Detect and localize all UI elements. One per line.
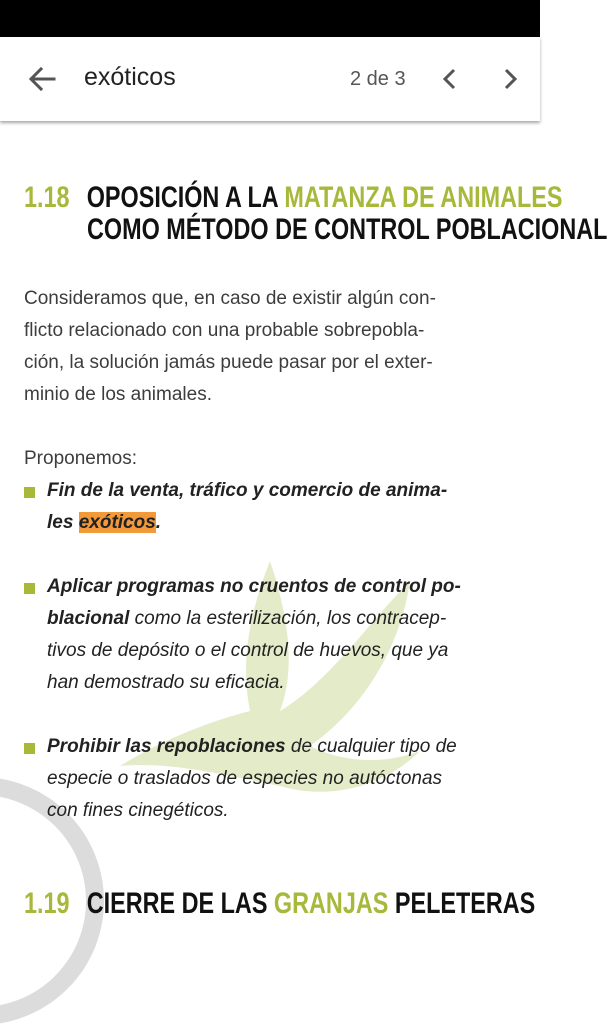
bullet-item <box>24 571 464 699</box>
paragraph-line: minio de los animales. <box>24 384 212 405</box>
bullet-text: como la esterilización, los contracep- <box>129 608 447 629</box>
bullet-text: les <box>47 512 79 533</box>
document-page[interactable] <box>0 121 607 960</box>
section-number: 1.19 <box>24 887 70 920</box>
heading-text-accent: MATANZA DE ANIMALES <box>284 181 563 214</box>
bullet-square-icon <box>24 487 35 498</box>
search-match-highlight[interactable]: exóticos <box>78 512 156 533</box>
heading-text-part: CIERRE DE LAS <box>86 887 274 920</box>
paragraph-line: ción, la solución jamás puede pasar por el exter- <box>24 352 433 373</box>
bullet-text: tivos de depósito o el control de huevos, que ya <box>47 640 449 661</box>
bullet-text: de cualquier tipo de <box>285 736 457 757</box>
next-match-button[interactable] <box>492 61 528 97</box>
heading-text-part: PELETERAS <box>388 887 536 920</box>
status-bar <box>0 0 540 37</box>
section-number: 1.18 <box>24 181 70 214</box>
section-paragraph <box>24 283 464 411</box>
paragraph-line: Consideramos que, en caso de existir algún con- <box>24 288 436 309</box>
section-heading-1-18 <box>24 181 563 215</box>
heading-text-part: OPOSICIÓN A LA <box>86 181 285 214</box>
chevron-right-icon <box>492 61 528 97</box>
section-heading-1-19 <box>24 887 535 921</box>
bullet-text: han demostrado su eficacia. <box>47 672 285 693</box>
paragraph-line: flicto relacionado con una probable sobrepobla- <box>24 320 425 341</box>
bullet-text: blacional <box>47 608 130 629</box>
section-heading-line2: COMO MÉTODO DE CONTROL POBLACIONAL <box>87 213 607 246</box>
find-toolbar <box>0 37 540 121</box>
bullet-text: con fines cinegéticos. <box>47 800 229 821</box>
search-query-text[interactable]: exóticos <box>84 63 176 91</box>
bullet-square-icon <box>24 583 35 594</box>
previous-match-button[interactable] <box>432 61 468 97</box>
bullet-text: . <box>155 512 162 533</box>
bullet-text: Aplicar programas no cruentos de control po- <box>47 576 461 597</box>
chevron-left-icon <box>432 61 468 97</box>
bullet-square-icon <box>24 743 35 754</box>
propose-label: Proponemos: <box>24 448 138 469</box>
arrow-left-icon <box>22 59 62 99</box>
bullet-item <box>24 475 464 539</box>
bullet-text: Fin de la venta, tráfico y comercio de anima- <box>47 480 448 501</box>
match-counter: 2 de 3 <box>350 68 406 90</box>
bullet-text: especie o traslados de especies no autóctonas <box>47 768 443 789</box>
heading-text-accent: GRANJAS <box>273 887 389 920</box>
bullet-item <box>24 731 464 827</box>
back-button[interactable] <box>22 59 62 99</box>
bullet-text: Prohibir las repoblaciones <box>47 736 286 757</box>
